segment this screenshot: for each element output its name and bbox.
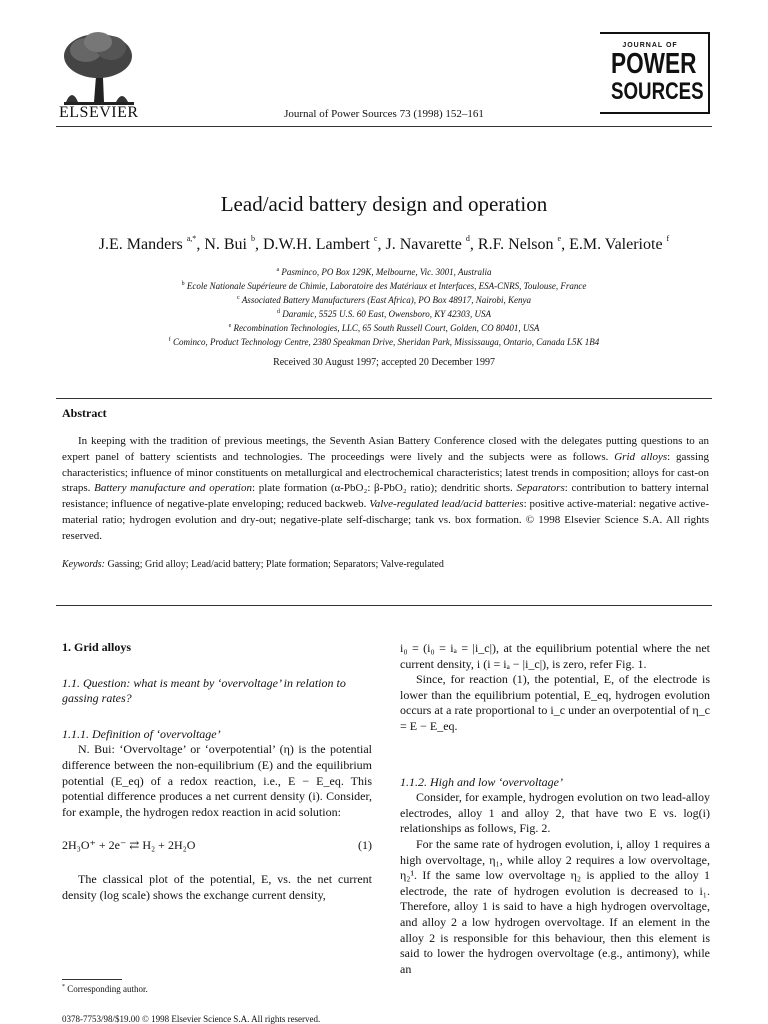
equation-number: (1) <box>358 838 372 853</box>
publisher-name: ELSEVIER <box>59 104 139 121</box>
footnote: * Corresponding author. <box>62 984 148 994</box>
abstract-text: In keeping with the tradition of previous meetings, the Seventh Asian Battery Conference closed with the delegates putting questions to an expert panel of battery scientists and technologies. The proceedings were lively and the subjects were as follows. Grid alloys: gassing characteristics; influence of minor constituents on metallurgical and electrochemical characteristics; latest trends in composition; alloys for cast-on straps. Battery manufacture and operation: plate formation (α-PbO₂: β-PbO₂ ratio); dendritic shorts. Separators: contribution to battery internal resistance; influence of negative-plate enveloping; reduced backweb. Valve-regulated lead/acid batteries: positive active-material: negative active-material ratio; hydrogen evolution and dry-out; negative-plate self-discharge; tank vs. box formation. © 1998 Elsevier Science S.A. All rights reserved. <box>62 435 709 542</box>
subsection-heading: 1.1.2. High and low ‘overvoltage’ <box>400 774 563 789</box>
journal-logo-small: JOURNAL OF <box>622 42 678 49</box>
journal-logo-line1: POWER <box>611 48 697 80</box>
author: E.M. Valeriote <box>569 236 663 253</box>
equation-1 <box>62 838 372 854</box>
question-heading: 1.1. Question: what is meant by ‘overvoltage’ in relation to gassing rates? <box>62 675 346 706</box>
affiliation: $^a$ Pasminco, PO Box 129K, Melbourne, Vic. 3001, Australia <box>276 267 492 277</box>
journal-logo-line2: SOURCES <box>611 78 704 105</box>
author: D.W.H. Lambert <box>262 236 370 253</box>
abstract-heading: Abstract <box>62 406 107 420</box>
paragraph: i₀ = (i₀ = iₐ = |i_c|), at the equilibrium potential where the net current density, i (i = iₐ − |i_c|), is zero, refer Fig. 1. <box>400 641 710 671</box>
journal-reference: Journal of Power Sources 73 (1998) 152–161 <box>284 108 484 120</box>
left-column <box>62 640 372 903</box>
affiliation: $^b$ Ecole Nationale Supérieure de Chimie, Laboratoire des Matériaux et Interfaces, ESA-CNRS, Toulouse, France <box>181 281 587 291</box>
affiliation: $^c$ Associated Battery Manufacturers (East Africa), PO Box 48917, Nairobi, Kenya <box>237 295 531 305</box>
paragraph: N. Bui: ‘Overvoltage’ or ‘overpotential’ (η) is the potential difference between the non-equilibrium (E) and the equilibrium potential (E_eq) of a redox reaction, i.e., E − E_eq. This potential difference produces a net current density (i). Consider, for example, the hydrogen redox reaction in acid solution: <box>62 742 372 819</box>
received-dates: Received 30 August 1997; accepted 20 December 1997 <box>273 357 495 368</box>
paragraph: Since, for reaction (1), the potential, E, of the electrode is lower than the equilibrium potential, E_eq, hydrogen evolution occurs at a rate proportional to i_c under an overpotential of η_c = E − E_eq. <box>400 672 710 733</box>
subsection-heading: 1.1.1. Definition of ‘overvoltage’ <box>62 726 221 741</box>
equation: 2H₃O⁺ + 2e⁻ ⇄ H₂ + 2H₂O <box>62 838 196 853</box>
paper-title: Lead/acid battery design and operation <box>220 192 548 216</box>
author: J.E. Manders <box>98 236 183 253</box>
footnote-rule <box>62 979 122 980</box>
affiliation: $^e$ Recombination Technologies, LLC, 65 South Russell Court, Golden, CO 80401, USA <box>228 323 540 333</box>
keywords: Keywords: Gassing; Grid alloy; Lead/acid battery; Plate formation; Separators; Valve-regulated <box>62 559 444 570</box>
author: J. Navarette <box>385 236 462 253</box>
abstract-top-rule <box>56 398 712 399</box>
copyright-line: 0378-7753/98/$19.00 © 1998 Elsevier Science S.A. All rights reserved. <box>62 1014 321 1024</box>
affiliation: $^f$ Cominco, Product Technology Centre, 2380 Speakman Drive, Sheridan Park, Mississauga, Ontario, Canada L5K 1B4 <box>168 337 600 347</box>
author: N. Bui <box>204 236 247 253</box>
author: R.F. Nelson <box>477 236 554 253</box>
paragraph: The classical plot of the potential, E, vs. the net current density (log scale) shows the exchange current density, <box>62 871 372 902</box>
journal-logo <box>600 32 710 116</box>
section-heading: 1. Grid alloys <box>62 640 132 654</box>
paragraph: Consider, for example, hydrogen evolution on two lead-alloy electrodes, alloy 1 and alloy 2, that have two E vs. log(i) relationships as follows, Fig. 2. <box>400 790 710 836</box>
keywords-bottom-rule <box>56 605 712 606</box>
affiliation: $^d$ Daramic, 5525 U.S. 60 East, Owensboro, KY 42303, USA <box>277 309 491 319</box>
author-list: J.E. Manders $^{a,*}$, N. Bui $^b$, D.W.H. Lambert $^c$, J. Navarette $^d$, R.F. Nelson $^e$, E.M. Valeriote $^f$ <box>98 234 670 253</box>
paragraph: For the same rate of hydrogen evolution, i, alloy 1 requires a high overvoltage, η₁, while alloy 2 requires a low overvoltage, η₂¹. If the same low overvoltage η₂ is applied to the alloy 1 electrode, the rate of hydrogen evolution is decreased to i₁. Therefore, alloy 1 is said to have a high hydrogen overvoltage, and alloy 2 a low hydrogen overvoltage. If an element in the alloy 2 is responsible for this behaviour, then this element is said to lower the hydrogen overvoltage (e.g., antimony), while an <box>400 836 710 976</box>
right-column <box>400 641 710 977</box>
header-divider <box>56 126 712 127</box>
